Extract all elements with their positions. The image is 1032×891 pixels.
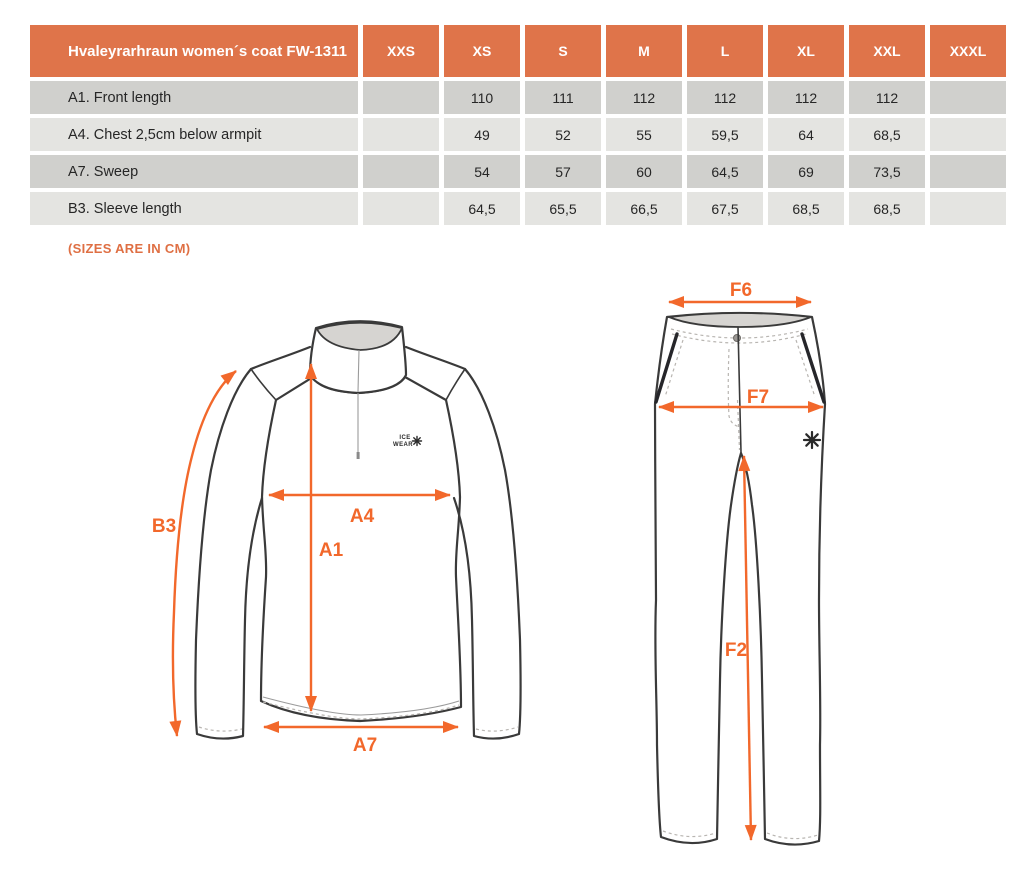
measurement-value-cell: 64 [768, 118, 844, 151]
measurement-value-cell: 110 [444, 81, 520, 114]
label-a4: A4 [349, 506, 375, 527]
pants-drawing [655, 280, 825, 845]
measurement-value-cell: 64,5 [444, 192, 520, 225]
size-header-m: M [606, 25, 682, 77]
measurement-value-cell: 73,5 [849, 155, 925, 188]
measurement-value-cell: 65,5 [525, 192, 601, 225]
jacket-drawing [152, 321, 521, 756]
size-header-l: L [687, 25, 763, 77]
zipper-pull [357, 452, 360, 459]
label-f6: F6 [729, 280, 753, 301]
measurement-value-cell: 112 [768, 81, 844, 114]
size-header-xs: XS [444, 25, 520, 77]
measurement-value-cell: 112 [606, 81, 682, 114]
jacket-right-sleeve [454, 369, 521, 739]
measurement-value-cell: 112 [849, 81, 925, 114]
measurement-value-cell: 111 [525, 81, 601, 114]
label-a1: A1 [318, 540, 344, 561]
measurement-value-cell: 69 [768, 155, 844, 188]
logo-text-line1: ICE [399, 435, 411, 441]
size-header-xxs: XXS [363, 25, 439, 77]
snowflake-icon [804, 432, 820, 448]
waist-button [734, 335, 741, 342]
size-header-xl: XL [768, 25, 844, 77]
measurement-value-cell: 68,5 [849, 192, 925, 225]
jacket-body [261, 377, 461, 721]
label-a7: A7 [352, 735, 378, 756]
measurement-value-cell: 64,5 [687, 155, 763, 188]
logo-snowflake-icon [413, 437, 422, 446]
measurement-value-cell: 67,5 [687, 192, 763, 225]
measurement-row-label: B3. Sleeve length [30, 192, 358, 225]
size-header-xxxl: XXXL [930, 25, 1006, 77]
measurement-value-cell: 49 [444, 118, 520, 151]
label-f7: F7 [746, 387, 770, 408]
arrow-b3 [173, 371, 236, 736]
size-header-xxl: XXL [849, 25, 925, 77]
measurement-value-cell: 59,5 [687, 118, 763, 151]
sizes-unit-note: (SIZES ARE IN CM) [68, 241, 191, 256]
measurement-value-cell: 68,5 [768, 192, 844, 225]
size-header-s: S [525, 25, 601, 77]
jacket-left-sleeve [195, 369, 262, 739]
table-title: Hvaleyrarhraun women´s coat FW-1311 [30, 25, 358, 77]
measurement-row-label: A1. Front length [30, 81, 358, 114]
measurement-value-cell: 55 [606, 118, 682, 151]
measurement-value-cell: 52 [525, 118, 601, 151]
label-f2: F2 [724, 640, 748, 661]
measurement-value-cell: 112 [687, 81, 763, 114]
logo-text-line2: WEAR [393, 442, 413, 448]
measurement-row-label: A7. Sweep [30, 155, 358, 188]
measurement-value-cell: 66,5 [606, 192, 682, 225]
measurement-value-cell: 68,5 [849, 118, 925, 151]
label-b3: B3 [151, 516, 177, 537]
measurement-row-label: A4. Chest 2,5cm below armpit [30, 118, 358, 151]
measurement-value-cell: 57 [525, 155, 601, 188]
measurement-value-cell: 60 [606, 155, 682, 188]
measurement-value-cell: 54 [444, 155, 520, 188]
